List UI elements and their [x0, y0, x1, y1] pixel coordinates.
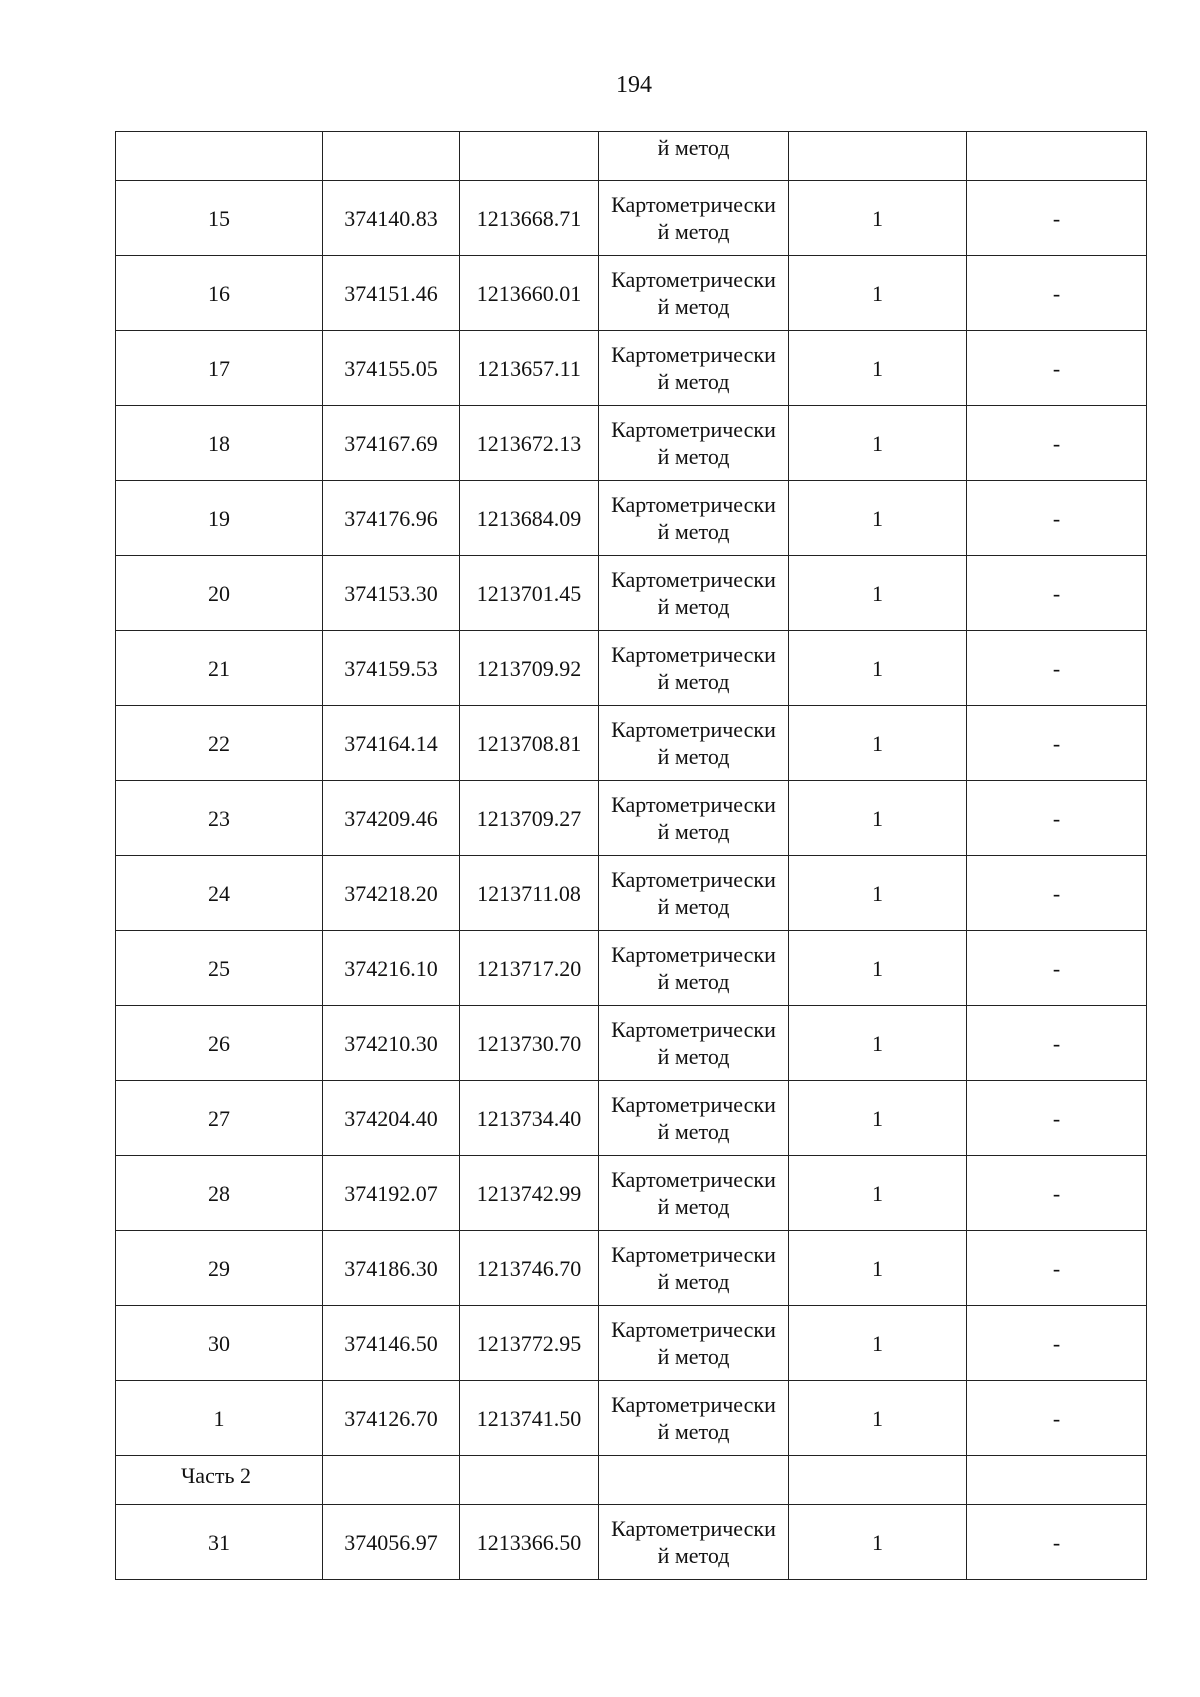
method-text-line-2: й метод: [657, 444, 730, 469]
table-row: [116, 556, 1147, 631]
table-row: [116, 1081, 1147, 1156]
x-coordinate-cell: 374186.30: [323, 1231, 460, 1306]
point-number-cell: [116, 132, 323, 181]
point-number-cell: 20: [116, 556, 323, 631]
y-coordinate-cell: 1213668.71: [460, 181, 599, 256]
table-row: [116, 256, 1147, 331]
method-text-line-2: й метод: [657, 369, 730, 394]
accuracy-cell: 1: [789, 706, 967, 781]
accuracy-cell: 1: [789, 1006, 967, 1081]
method-text-line-2: й метод: [657, 594, 730, 619]
x-coordinate-cell: 374204.40: [323, 1081, 460, 1156]
accuracy-cell: 1: [789, 1306, 967, 1381]
empty-cell: [967, 1456, 1147, 1505]
method-text-line-1: Картометрически: [611, 1017, 776, 1042]
point-number-cell: 26: [116, 1006, 323, 1081]
method-cell: [599, 132, 789, 181]
note-cell: -: [967, 556, 1147, 631]
accuracy-cell: 1: [789, 1381, 967, 1456]
point-number-cell: 18: [116, 406, 323, 481]
table-row: [116, 331, 1147, 406]
note-cell: -: [967, 1156, 1147, 1231]
method-text-line-1: Картометрически: [611, 1516, 776, 1541]
method-cell: [599, 1381, 789, 1456]
method-text-line-1: Картометрически: [611, 417, 776, 442]
method-text-line-1: Картометрически: [611, 1167, 776, 1192]
table-row: [116, 856, 1147, 931]
method-cell: [599, 1306, 789, 1381]
x-coordinate-cell: 374167.69: [323, 406, 460, 481]
y-coordinate-cell: 1213657.11: [460, 331, 599, 406]
point-number-cell: 23: [116, 781, 323, 856]
y-coordinate-cell: 1213772.95: [460, 1306, 599, 1381]
method-text-line-2: й метод: [657, 294, 730, 319]
x-coordinate-cell: 374155.05: [323, 331, 460, 406]
note-cell: [967, 132, 1147, 181]
table-row: [116, 1381, 1147, 1456]
point-number-cell: 19: [116, 481, 323, 556]
x-coordinate-cell: 374216.10: [323, 931, 460, 1006]
method-text-line-1: Картометрически: [611, 717, 776, 742]
method-text-line-2: й метод: [657, 894, 730, 919]
table-row-continuation: [116, 132, 1147, 181]
method-text-line-1: Картометрически: [611, 1317, 776, 1342]
note-cell: -: [967, 1505, 1147, 1580]
table-body-part-2: [116, 1505, 1147, 1580]
part-2-header: [116, 1456, 1147, 1505]
table-row: [116, 406, 1147, 481]
method-text: й метод: [657, 135, 730, 160]
x-coordinate-cell: 374218.20: [323, 856, 460, 931]
note-cell: -: [967, 1231, 1147, 1306]
method-text-line-1: Картометрически: [611, 642, 776, 667]
method-text-line-1: Картометрически: [611, 492, 776, 517]
note-cell: -: [967, 931, 1147, 1006]
table-row: [116, 181, 1147, 256]
method-text-line-2: й метод: [657, 1419, 730, 1444]
accuracy-cell: 1: [789, 931, 967, 1006]
y-coordinate-cell: 1213711.08: [460, 856, 599, 931]
method-cell: [599, 556, 789, 631]
accuracy-cell: 1: [789, 556, 967, 631]
point-number-cell: 29: [116, 1231, 323, 1306]
x-coordinate-cell: 374126.70: [323, 1381, 460, 1456]
coordinates-table: [115, 131, 1147, 1580]
method-text-line-2: й метод: [657, 669, 730, 694]
method-text-line-1: Картометрически: [611, 567, 776, 592]
table-body-part-1: [116, 132, 1147, 1456]
point-number-cell: 25: [116, 931, 323, 1006]
accuracy-cell: 1: [789, 256, 967, 331]
note-cell: -: [967, 706, 1147, 781]
note-cell: -: [967, 856, 1147, 931]
x-coordinate-cell: 374159.53: [323, 631, 460, 706]
table-row: [116, 1006, 1147, 1081]
table-row: [116, 1505, 1147, 1580]
y-coordinate-cell: 1213701.45: [460, 556, 599, 631]
method-cell: [599, 1231, 789, 1306]
method-cell: [599, 781, 789, 856]
method-text-line-2: й метод: [657, 1269, 730, 1294]
point-number-cell: 22: [116, 706, 323, 781]
x-coordinate-cell: [323, 132, 460, 181]
method-cell: [599, 256, 789, 331]
y-coordinate-cell: 1213734.40: [460, 1081, 599, 1156]
accuracy-cell: 1: [789, 1156, 967, 1231]
note-cell: -: [967, 631, 1147, 706]
point-number-cell: 28: [116, 1156, 323, 1231]
table-row: [116, 781, 1147, 856]
note-cell: -: [967, 781, 1147, 856]
method-text-line-1: Картометрически: [611, 1242, 776, 1267]
point-number-cell: 16: [116, 256, 323, 331]
point-number-cell: 21: [116, 631, 323, 706]
accuracy-cell: 1: [789, 781, 967, 856]
table-row: [116, 481, 1147, 556]
y-coordinate-cell: 1213660.01: [460, 256, 599, 331]
y-coordinate-cell: 1213730.70: [460, 1006, 599, 1081]
empty-cell: [789, 1456, 967, 1505]
page-number: 194: [616, 72, 652, 98]
method-text-line-2: й метод: [657, 1194, 730, 1219]
x-coordinate-cell: 374192.07: [323, 1156, 460, 1231]
method-text-line-2: й метод: [657, 519, 730, 544]
x-coordinate-cell: 374176.96: [323, 481, 460, 556]
method-text-line-2: й метод: [657, 1344, 730, 1369]
method-cell: [599, 1156, 789, 1231]
point-number-cell: 27: [116, 1081, 323, 1156]
y-coordinate-cell: 1213672.13: [460, 406, 599, 481]
method-cell: [599, 856, 789, 931]
point-number-cell: 17: [116, 331, 323, 406]
note-cell: -: [967, 1081, 1147, 1156]
point-number-cell: 31: [116, 1505, 323, 1580]
empty-cell: [460, 1456, 599, 1505]
point-number-cell: 15: [116, 181, 323, 256]
method-text-line-2: й метод: [657, 819, 730, 844]
method-text-line-1: Картометрически: [611, 1392, 776, 1417]
accuracy-cell: 1: [789, 1081, 967, 1156]
method-cell: [599, 1081, 789, 1156]
accuracy-cell: 1: [789, 1231, 967, 1306]
point-number-cell: 24: [116, 856, 323, 931]
method-text-line-1: Картометрически: [611, 867, 776, 892]
y-coordinate-cell: 1213708.81: [460, 706, 599, 781]
x-coordinate-cell: 374146.50: [323, 1306, 460, 1381]
x-coordinate-cell: 374153.30: [323, 556, 460, 631]
method-text-line-1: Картометрически: [611, 267, 776, 292]
empty-cell: [323, 1456, 460, 1505]
empty-cell: [599, 1456, 789, 1505]
table-row: [116, 931, 1147, 1006]
note-cell: -: [967, 181, 1147, 256]
method-text-line-1: Картометрически: [611, 342, 776, 367]
method-text-line-2: й метод: [657, 219, 730, 244]
table-row: [116, 1306, 1147, 1381]
method-cell: [599, 181, 789, 256]
method-cell: [599, 406, 789, 481]
accuracy-cell: [789, 132, 967, 181]
method-text-line-1: Картометрически: [611, 942, 776, 967]
y-coordinate-cell: 1213709.92: [460, 631, 599, 706]
accuracy-cell: 1: [789, 406, 967, 481]
y-coordinate-cell: 1213717.20: [460, 931, 599, 1006]
x-coordinate-cell: 374140.83: [323, 181, 460, 256]
point-number-cell: 1: [116, 1381, 323, 1456]
note-cell: -: [967, 1006, 1147, 1081]
y-coordinate-cell: 1213742.99: [460, 1156, 599, 1231]
y-coordinate-cell: 1213366.50: [460, 1505, 599, 1580]
x-coordinate-cell: 374210.30: [323, 1006, 460, 1081]
y-coordinate-cell: [460, 132, 599, 181]
method-text-line-1: Картометрически: [611, 1092, 776, 1117]
y-coordinate-cell: 1213684.09: [460, 481, 599, 556]
note-cell: -: [967, 1306, 1147, 1381]
note-cell: -: [967, 256, 1147, 331]
note-cell: -: [967, 406, 1147, 481]
y-coordinate-cell: 1213746.70: [460, 1231, 599, 1306]
method-text-line-2: й метод: [657, 1044, 730, 1069]
note-cell: -: [967, 1381, 1147, 1456]
x-coordinate-cell: 374164.14: [323, 706, 460, 781]
note-cell: -: [967, 331, 1147, 406]
accuracy-cell: 1: [789, 331, 967, 406]
method-text-line-2: й метод: [657, 1119, 730, 1144]
method-cell: [599, 331, 789, 406]
method-cell: [599, 931, 789, 1006]
accuracy-cell: 1: [789, 481, 967, 556]
note-cell: -: [967, 481, 1147, 556]
x-coordinate-cell: 374209.46: [323, 781, 460, 856]
x-coordinate-cell: 374056.97: [323, 1505, 460, 1580]
method-cell: [599, 1006, 789, 1081]
table-row-part-label: [116, 1456, 1147, 1505]
table-row: [116, 631, 1147, 706]
accuracy-cell: 1: [789, 181, 967, 256]
table-row: [116, 706, 1147, 781]
method-text-line-2: й метод: [657, 969, 730, 994]
method-cell: [599, 1505, 789, 1580]
method-cell: [599, 631, 789, 706]
method-cell: [599, 481, 789, 556]
y-coordinate-cell: 1213741.50: [460, 1381, 599, 1456]
method-text-line-1: Картометрически: [611, 192, 776, 217]
method-text-line-2: й метод: [657, 1543, 730, 1568]
table-row: [116, 1231, 1147, 1306]
method-text-line-2: й метод: [657, 744, 730, 769]
accuracy-cell: 1: [789, 856, 967, 931]
method-cell: [599, 706, 789, 781]
part-label-cell: Часть 2: [116, 1456, 323, 1505]
accuracy-cell: 1: [789, 1505, 967, 1580]
y-coordinate-cell: 1213709.27: [460, 781, 599, 856]
x-coordinate-cell: 374151.46: [323, 256, 460, 331]
table-row: [116, 1156, 1147, 1231]
accuracy-cell: 1: [789, 631, 967, 706]
method-text-line-1: Картометрически: [611, 792, 776, 817]
point-number-cell: 30: [116, 1306, 323, 1381]
